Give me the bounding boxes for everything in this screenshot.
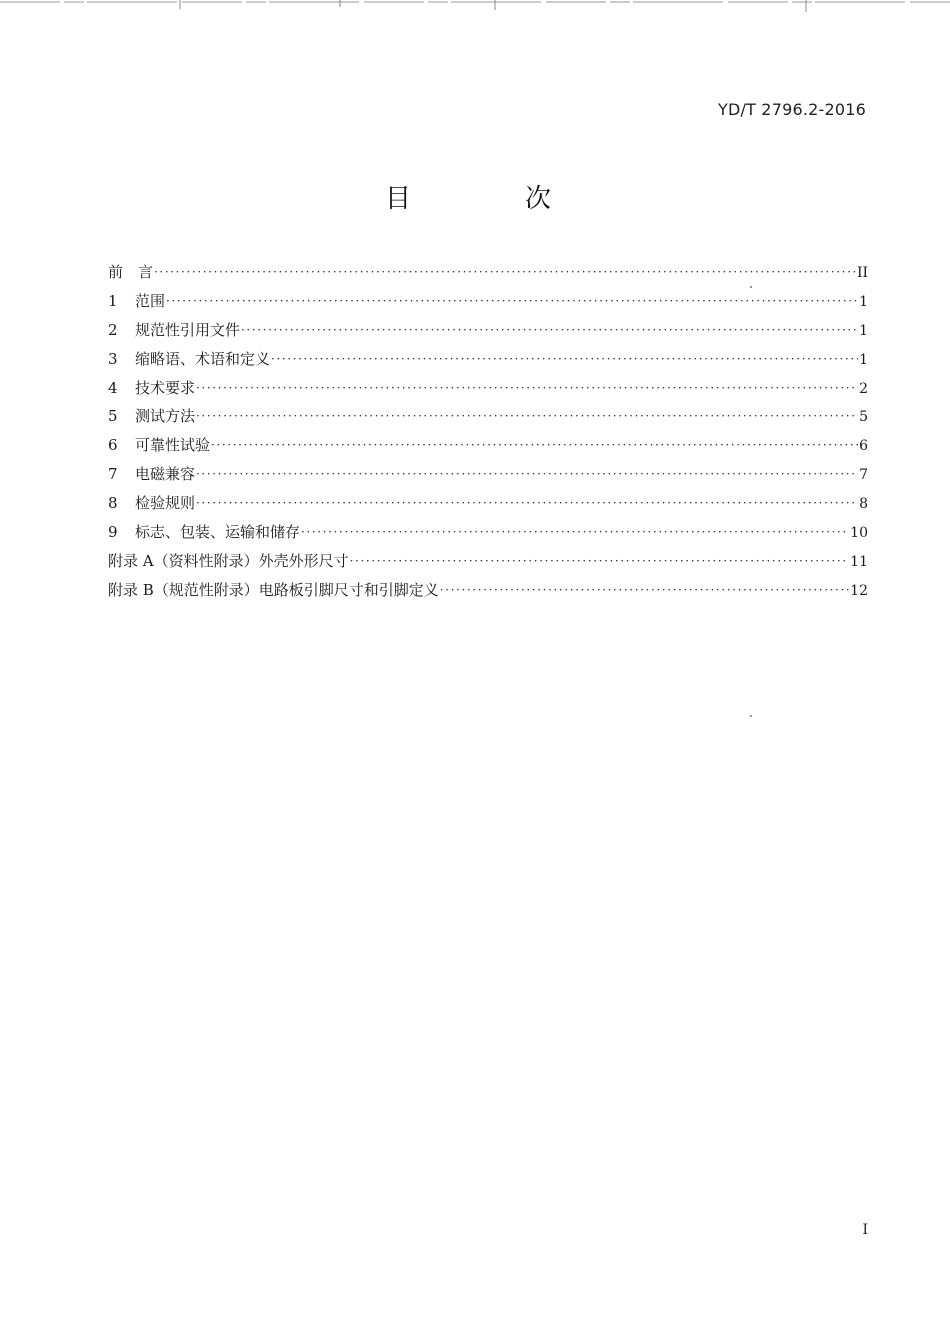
toc-entry-page: 8	[859, 496, 868, 513]
toc-entry-number: 9	[108, 523, 118, 542]
toc-entry-page: 6	[859, 438, 868, 455]
toc-entry-title: 范围	[135, 291, 166, 310]
toc-entry-title: 检验规则	[135, 494, 196, 513]
toc-entry-number: 7	[108, 465, 118, 484]
toc-entry-9[interactable]	[108, 522, 868, 551]
toc-entry-4[interactable]	[108, 378, 868, 407]
toc-entry-number: 8	[108, 494, 118, 513]
toc-entry-title: 缩略语、术语和定义	[135, 349, 271, 368]
toc-entry-page: 10	[850, 525, 868, 542]
toc-entry-7[interactable]	[108, 464, 868, 493]
toc-entry-title: 规范性引用文件	[135, 320, 241, 339]
page-number: I	[862, 1222, 868, 1238]
toc-entry-1[interactable]	[108, 291, 868, 320]
scan-speck	[750, 715, 752, 717]
toc-entry-6[interactable]	[108, 435, 868, 464]
toc-leader-dots	[211, 434, 858, 455]
toc-leader-dots	[196, 405, 858, 426]
toc-entry-page: 2	[859, 380, 868, 397]
toc-entry-annex-a[interactable]	[108, 551, 868, 580]
toc-entry-8[interactable]	[108, 493, 868, 522]
toc-entry-annex-b[interactable]	[108, 580, 868, 609]
toc-entry-number: 6	[108, 436, 118, 455]
toc-entry-5[interactable]	[108, 406, 868, 435]
toc-entry-page: 1	[859, 351, 868, 368]
toc-leader-dots	[350, 550, 850, 571]
toc-entry-number: 4	[108, 378, 118, 397]
toc-leader-dots	[440, 579, 849, 600]
standard-code: YD/T 2796.2-2016	[717, 100, 866, 119]
toc-entry-3[interactable]	[108, 349, 868, 378]
scan-edge-artifact	[0, 0, 950, 14]
toc-entry-title: 电磁兼容	[135, 465, 196, 484]
toc-entry-title: 可靠性试验	[135, 436, 211, 455]
toc-leader-dots	[196, 492, 858, 513]
page-title: 目 次	[384, 184, 595, 214]
toc-entry-title: 附录 B（规范性附录）电路板引脚尺寸和引脚定义	[108, 580, 439, 599]
toc-entry-page: 12	[850, 582, 868, 599]
toc-entry-title: 标志、包装、运输和储存	[135, 523, 301, 542]
toc-leader-dots	[166, 290, 858, 311]
toc-entry-page: 7	[859, 467, 868, 484]
toc-leader-dots	[196, 377, 858, 398]
toc-entry-page: II	[856, 265, 868, 281]
toc-entry-number: 5	[108, 407, 118, 426]
toc-entry-page: 11	[850, 553, 868, 570]
toc-leader-dots	[196, 463, 858, 484]
toc-leader-dots	[301, 521, 849, 542]
scan-speck	[750, 286, 752, 288]
toc-entry-foreword[interactable]	[108, 262, 868, 291]
toc-leader-dots	[154, 261, 856, 282]
toc-leader-dots	[271, 348, 858, 369]
toc-entry-page: 5	[859, 409, 868, 426]
toc-entry-page: 1	[859, 293, 868, 310]
toc-entry-2[interactable]	[108, 320, 868, 349]
toc-entry-title: 技术要求	[135, 378, 196, 397]
toc-entry-title: 前 言	[108, 263, 154, 281]
toc-entry-title: 测试方法	[135, 407, 196, 426]
toc-entry-number: 1	[108, 291, 118, 310]
toc-entry-number: 3	[108, 349, 118, 368]
toc-entry-number: 2	[108, 320, 118, 339]
toc-entry-title: 附录 A（资料性附录）外壳外形尺寸	[108, 551, 349, 570]
table-of-contents	[108, 262, 868, 609]
toc-leader-dots	[241, 319, 858, 340]
toc-entry-page: 1	[859, 322, 868, 339]
